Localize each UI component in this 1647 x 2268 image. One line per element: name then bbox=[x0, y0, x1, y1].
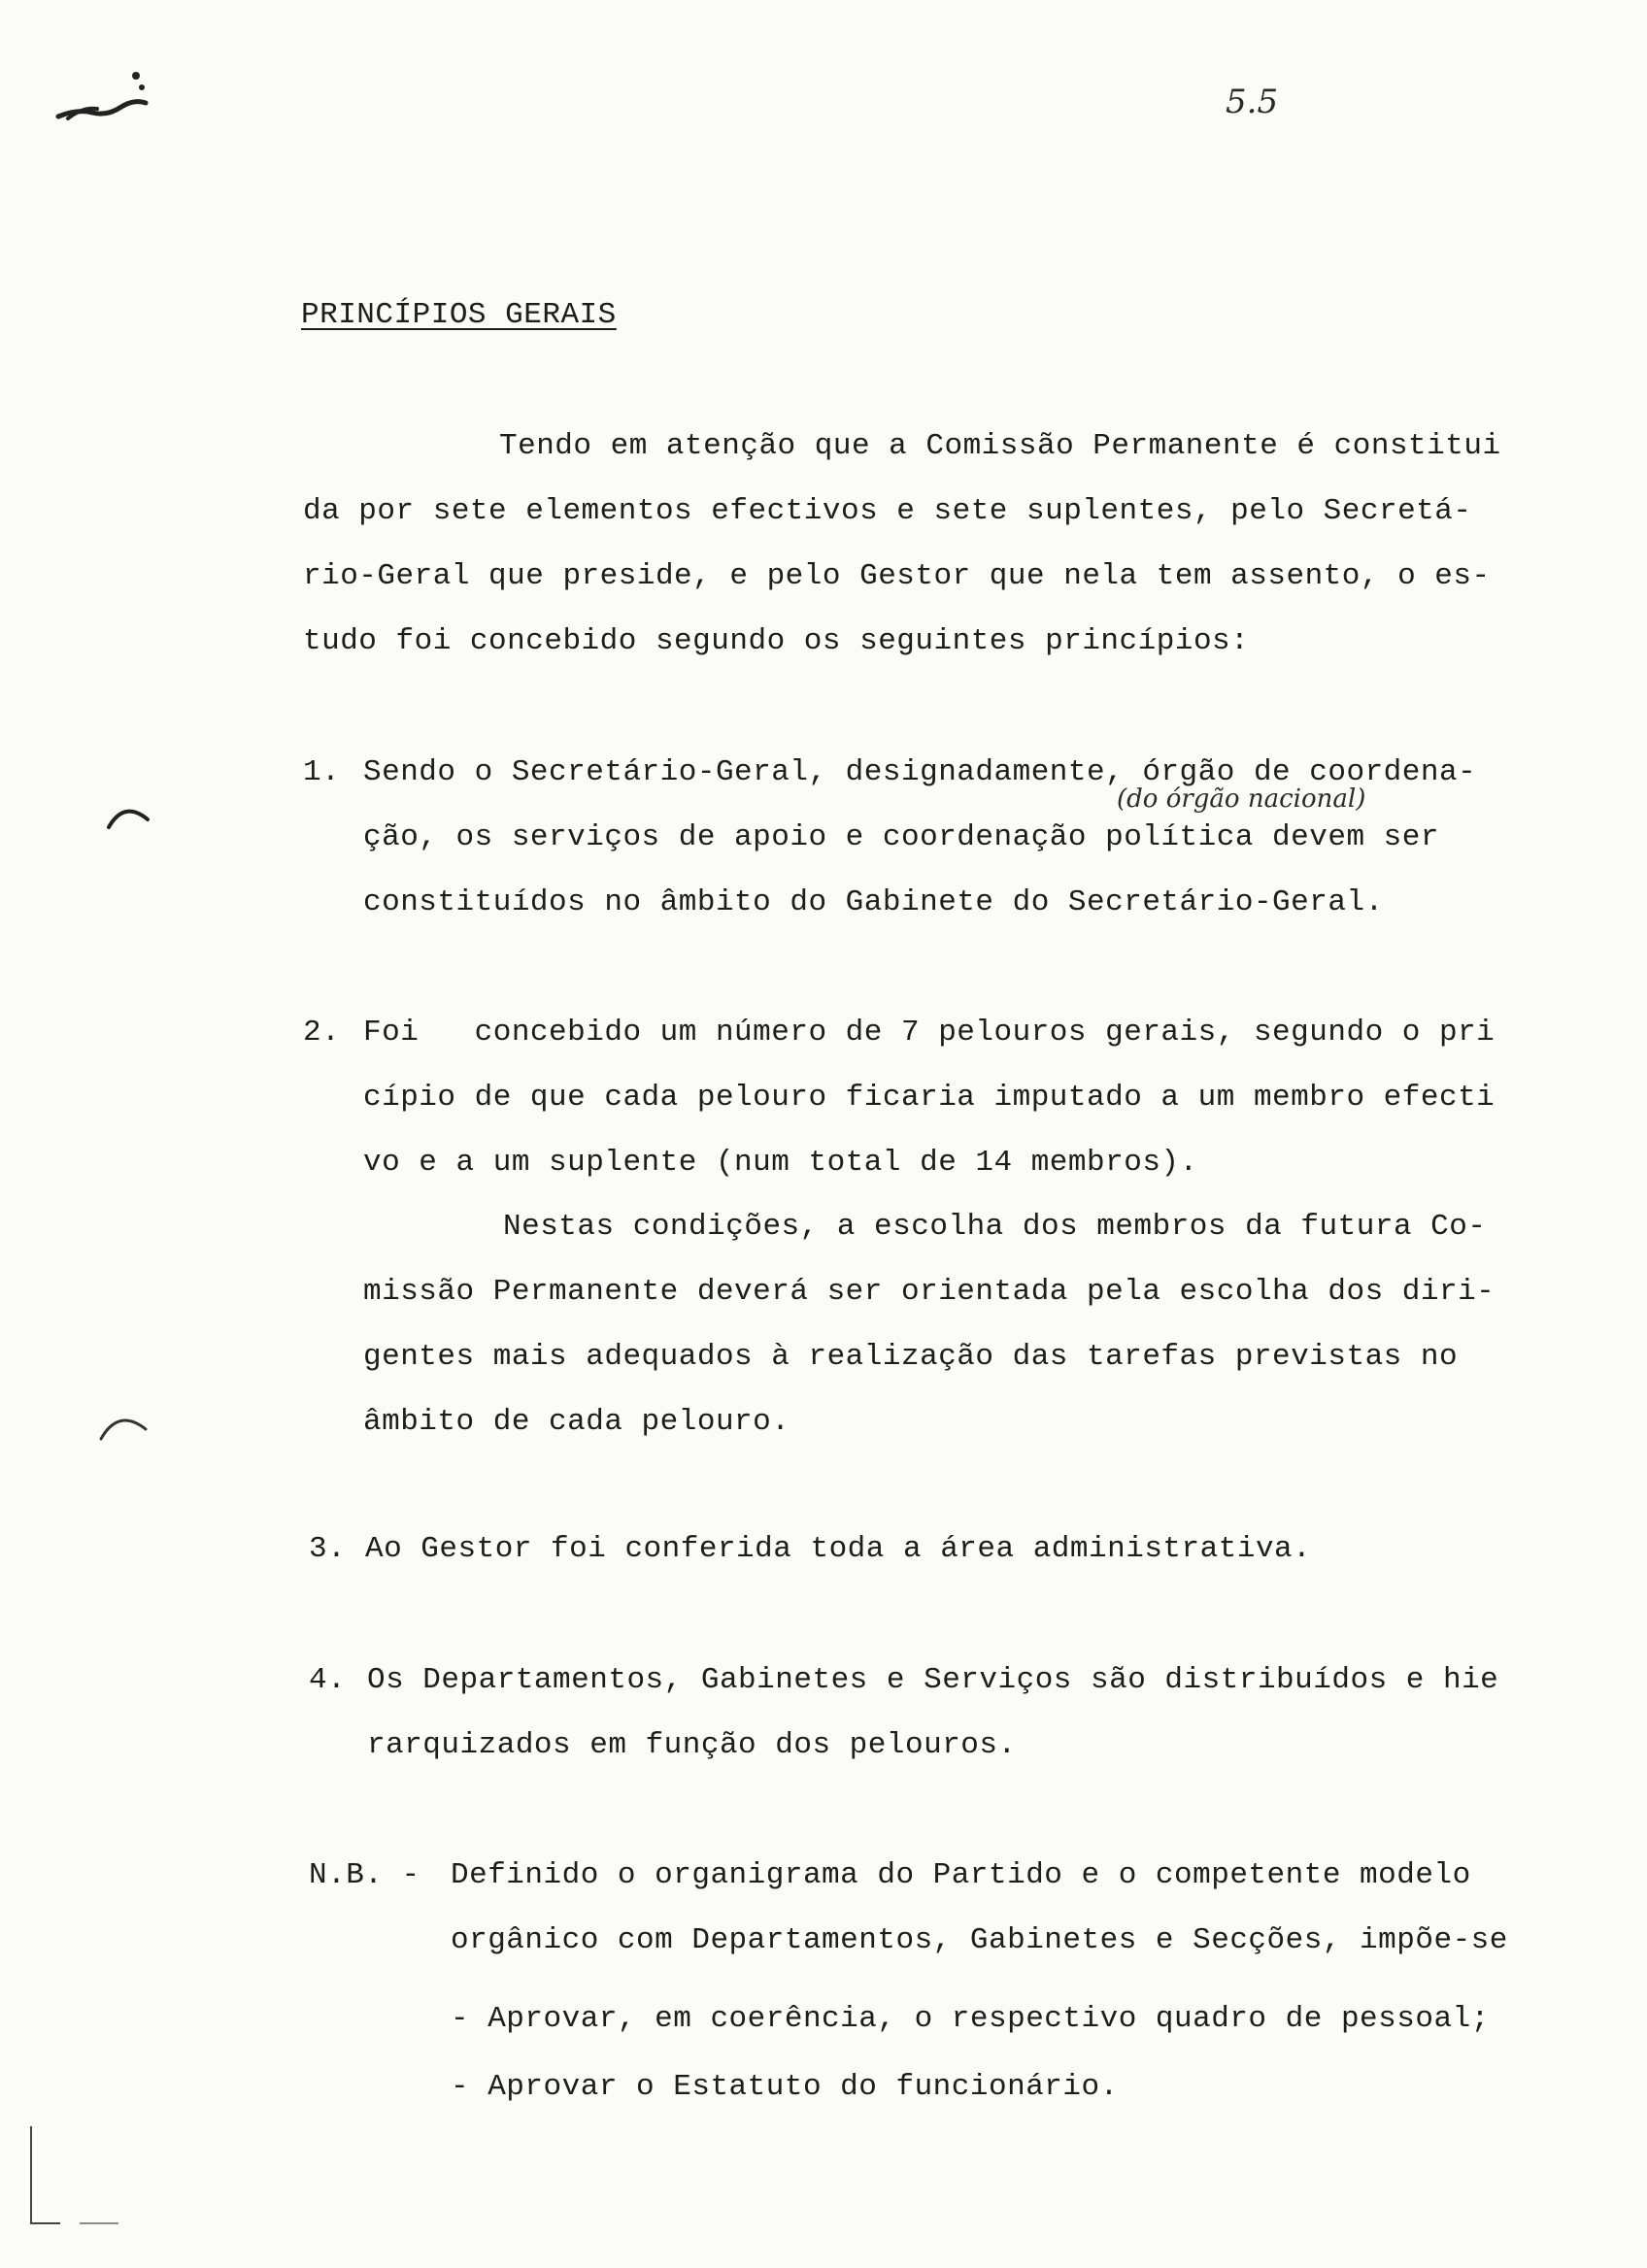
item-line: Ao Gestor foi conferida toda a área administrativa. bbox=[365, 1532, 1312, 1566]
intro-line: tudo foi concebido segundo os seguintes princípios: bbox=[303, 624, 1250, 658]
item-number: 3. bbox=[309, 1532, 347, 1566]
note-line: Definido o organigrama do Partido e o competente modelo bbox=[451, 1858, 1471, 1892]
item-number: 1. bbox=[303, 755, 341, 789]
note-bullet: - Aprovar o Estatuto do funcionário. bbox=[451, 2070, 1119, 2104]
item-number: 2. bbox=[303, 1016, 341, 1050]
page-number: 5.5 bbox=[1226, 83, 1279, 121]
handwritten-insert: (do órgão nacional) bbox=[1117, 784, 1366, 814]
item-sub-line: âmbito de cada pelouro. bbox=[363, 1405, 790, 1439]
note-label: N.B. - bbox=[309, 1858, 420, 1892]
item-sub-line: gentes mais adequados à realização das tarefas previstas no bbox=[363, 1340, 1459, 1374]
note-line: orgânico com Departamentos, Gabinetes e Secções, impõe-se bbox=[451, 1923, 1508, 1957]
intro-line: da por sete elementos efectivos e sete suplentes, pelo Secretá- bbox=[303, 494, 1472, 528]
item-line: ção, os serviços de apoio e coordenação política devem ser bbox=[363, 820, 1439, 854]
item-sub-line: Nestas condições, a escolha dos membros da futura Co- bbox=[503, 1210, 1487, 1244]
item-number: 4. bbox=[309, 1663, 347, 1697]
item-line: Sendo o Secretário-Geral, designadamente, órgão de coordena- bbox=[363, 755, 1477, 789]
item-line: vo e a um suplente (num total de 14 membros). bbox=[363, 1146, 1198, 1180]
item-line: Foi concebido um número de 7 pelouros gerais, segundo o pri bbox=[363, 1016, 1496, 1050]
section-heading: PRINCÍPIOS GERAIS bbox=[301, 298, 617, 332]
item-line: rarquizados em função dos pelouros. bbox=[367, 1728, 1017, 1762]
item-sub-line: missão Permanente deverá ser orientada pela escolha dos diri- bbox=[363, 1275, 1496, 1309]
intro-line: Tendo em atenção que a Comissão Permanente é constitui bbox=[499, 429, 1501, 463]
intro-line: rio-Geral que preside, e pelo Gestor que nela tem assento, o es- bbox=[303, 559, 1491, 593]
corner-mark bbox=[21, 2117, 128, 2233]
binder-hole-mark bbox=[97, 1406, 151, 1445]
item-line: Os Departamentos, Gabinetes e Serviços são distribuídos e hie bbox=[367, 1663, 1499, 1697]
handwritten-mark bbox=[49, 49, 165, 136]
note-bullet: - Aprovar, em coerência, o respectivo quadro de pessoal; bbox=[451, 2002, 1490, 2036]
item-line: constituídos no âmbito do Gabinete do Secretário-Geral. bbox=[363, 885, 1384, 919]
binder-hole-mark bbox=[105, 798, 153, 837]
item-line: cípio de que cada pelouro ficaria imputado a um membro efecti bbox=[363, 1081, 1496, 1115]
